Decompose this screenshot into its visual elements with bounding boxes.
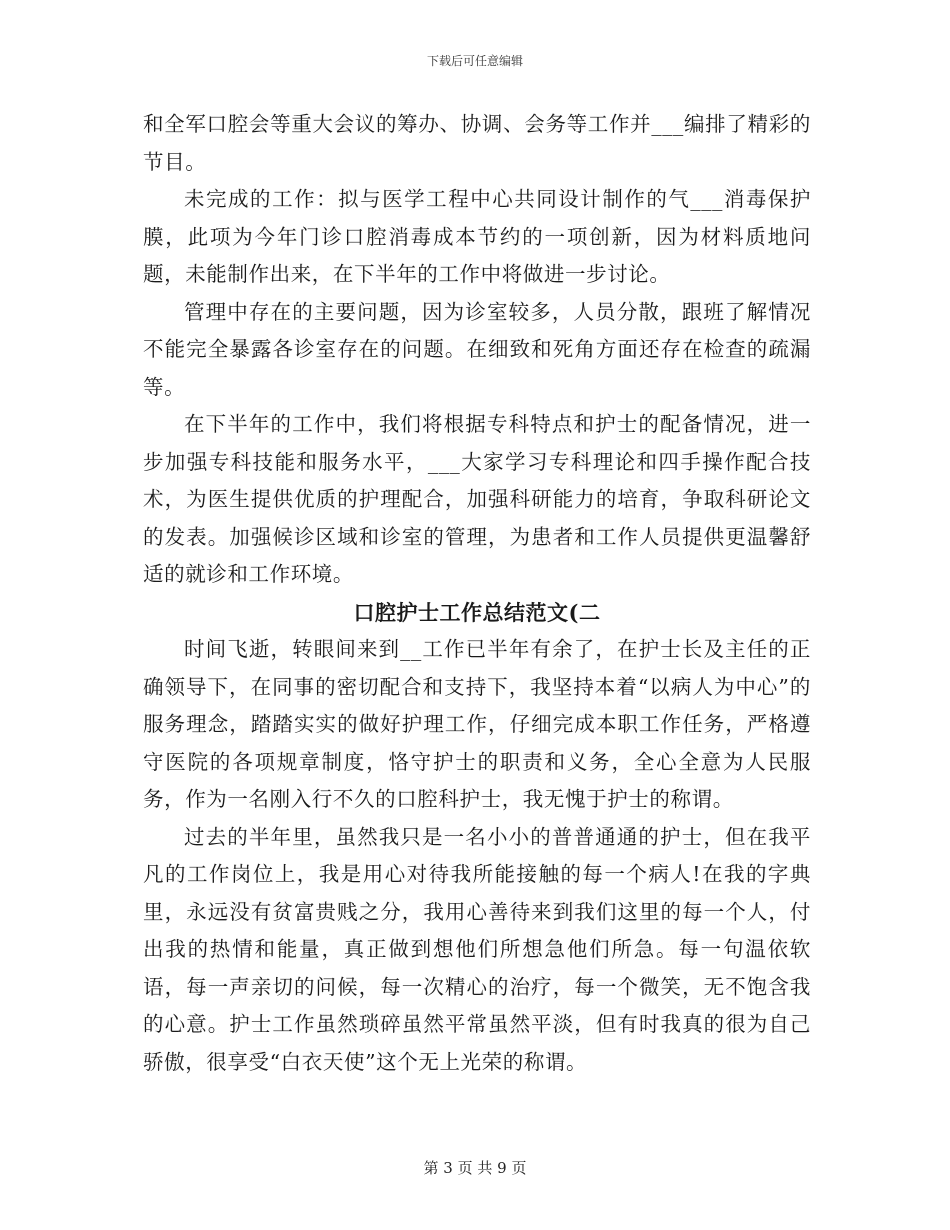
paragraph-unfinished-work: 未完成的工作：拟与医学工程中心共同设计制作的气___消毒保护膜，此项为今年门诊口腔消毒成本节约的一项创新，因为材料质地问题，未能制作出来，在下半年的工作中将做进一步讨论。 — [143, 187, 811, 286]
section-heading: 口腔护士工作总结范文(二 — [353, 599, 601, 625]
page-number: 第 3 页 共 9 页 — [423, 1159, 527, 1177]
page-header: 下载后可任意编辑 — [426, 54, 523, 68]
paragraph-next-half-plan: 在下半年的工作中，我们将根据专科特点和护士的配备情况，进一步加强专科技能和服务水平，___大家学习专科理论和四手操作配合技术，为医生提供优质的护理配合，加强科研能力的培育，争取科研论文的发表。加强候诊区域和诊室的管理，为患者和工作人员提供更温馨舒适的就诊和工作环境。 — [143, 412, 811, 586]
paragraph-time-flies: 时间飞逝，转眼间来到__工作已半年有余了，在护士长及主任的正确领导下，在同事的密切配合和支持下，我坚持本着“以病人为中心”的服务理念，踏踏实实的做好护理工作，仔细完成本职工作任务，严格遵守医院的各项规章制度，恪守护士的职责和义务，全心全意为人民服务，作为一名刚入行不久的口腔科护士，我无愧于护士的称谓。 — [143, 637, 811, 811]
document-body — [143, 106, 811, 1081]
paragraph-management-issues: 管理中存在的主要问题，因为诊室较多，人员分散，跟班了解情况不能完全暴露各诊室存在的问题。在细致和死角方面还存在检查的疏漏等。 — [143, 299, 811, 399]
paragraph-continuation: 和全军口腔会等重大会议的筹办、协调、会务等工作并___编排了精彩的节目。 — [143, 112, 811, 174]
paragraph-past-half-year: 过去的半年里，虽然我只是一名小小的普普通通的护士，但在我平凡的工作岗位上，我是用心对待我所能接触的每一个病人!在我的字典里，永远没有贫富贵贱之分，我用心善待来到我们这里的每一个人，付出我的热情和能量，真正做到想他们所想急他们所急。每一句温依软语，每一声亲切的问候，每一次精心的治疗，每一个微笑，无不饱含我的心意。护士工作虽然琐碎虽然平常虽然平淡，但有时我真的很为自己骄傲，很享受“白衣天使”这个无上光荣的称谓。 — [143, 824, 811, 1074]
